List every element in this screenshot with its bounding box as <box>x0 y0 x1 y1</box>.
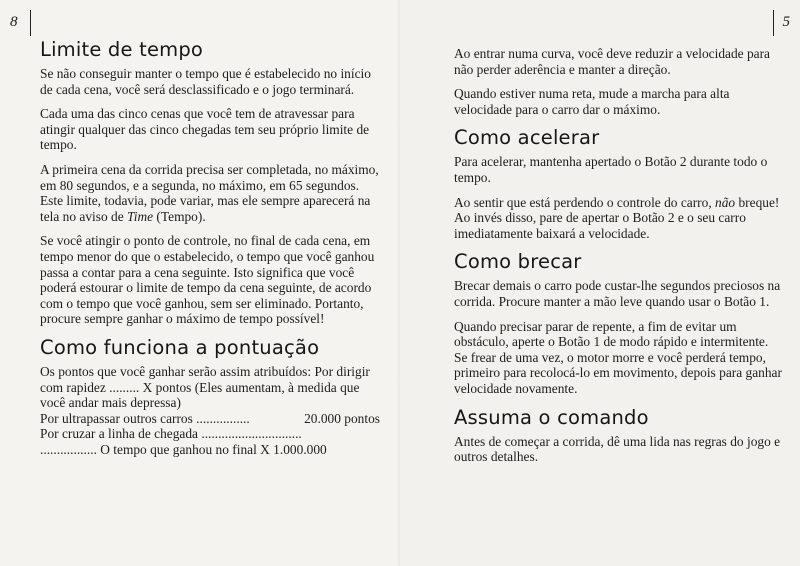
section-title: Como funciona a pontuação <box>40 335 320 359</box>
paragraph: Cada uma das cinco cenas que você tem de atravessar para atingir qualquer das cinco chegadas tem seu próprio limite de tempo. <box>40 106 370 153</box>
paragraph-text: breque! Ao invés disso, pare de apertar o Botão 2 e o seu carro imediatamente baixará a velocidade. <box>454 194 780 241</box>
section-take-command <box>454 406 784 465</box>
paragraph <box>40 162 380 224</box>
score-line <box>40 442 380 458</box>
section-title: Assuma o comando <box>454 405 649 429</box>
section-time-limit <box>40 38 380 327</box>
paragraph <box>454 195 784 242</box>
score-label: Por ultrapassar outros carros ................ <box>40 410 250 426</box>
paragraph: Quando precisar parar de repente, a fim de evitar um obstáculo, aperte o Botão 1 de modo rápido e intermitente. Se frear de uma vez, o motor morre e você perderá tempo, primeiro para recolocá-lo em movimento, depois para ganhar velocidade novamente. <box>454 318 782 396</box>
score-line <box>40 426 380 442</box>
emphasis-time: Time <box>127 208 154 224</box>
paragraph: Para acelerar, mantenha apertado o Botão 2 durante todo o tempo. <box>454 154 768 185</box>
section-title: Como acelerar <box>454 126 600 150</box>
right-page-content <box>454 46 784 474</box>
section-accelerate <box>454 126 784 241</box>
page-number: 5 <box>782 14 790 30</box>
score-label: ................. O tempo que ganhou no final X 1.000.000 <box>40 441 327 457</box>
left-page-content <box>40 38 380 461</box>
paragraph: Brecar demais o carro pode custar-lhe segundos preciosos na corrida. Procure manter a mão leve quando usar o Botão 1. <box>454 278 781 309</box>
section-title: Como brecar <box>454 250 582 274</box>
page-number-rule <box>773 10 774 36</box>
paragraph-suffix: (Tempo). <box>153 208 206 224</box>
paragraph: Se você atingir o ponto de controle, no final de cada cena, em tempo menor do que o estabelecido, o tempo que você ganhou passa a contar para a cena seguinte. Isto significa que você poderá estourar o limite de tempo da cena seguinte, de acordo com o tempo que você ganhou, sem ser eliminado. Portanto, procure sempre ganhar o máximo de tempo possível! <box>40 233 375 327</box>
scoring-intro: Os pontos que você ganhar serão assim atribuídos: Por dirigir com rapidez ......... X pontos (Eles aumentam, à medida que você andar mais depressa) <box>40 363 370 411</box>
paragraph: Quando estiver numa reta, mude a marcha para alta velocidade para o carro dar o máximo. <box>454 86 730 117</box>
right-page <box>400 0 800 566</box>
section-scoring <box>40 336 380 458</box>
section-title: Limite de tempo <box>40 38 204 61</box>
emphasis-nao: não <box>715 194 736 210</box>
score-lines <box>40 364 380 458</box>
score-label: Por cruzar a linha de chegada .............................. <box>40 426 302 442</box>
score-line <box>40 411 380 427</box>
page-number-rule <box>30 10 31 36</box>
paragraph: Antes de começar a corrida, dê uma lida nas regras do jogo e outros detalhes. <box>454 433 781 465</box>
score-value: 20.000 pontos <box>304 410 380 426</box>
paragraph-text: Ao sentir que está perdendo o controle do carro, <box>454 194 716 210</box>
paragraph-text: A primeira cena da corrida precisa ser completada, no máximo, em 80 segundos, e a segunda, no máximo, em 65 segundos. Este limite, todavia, pode variar, mas ele sempre aparecerá na tela no aviso de <box>40 161 379 224</box>
paragraph: Se não conseguir manter o tempo que é estabelecido no início de cada cena, você será desclassificado e o jogo terminará. <box>40 66 371 97</box>
paragraph: Ao entrar numa curva, você deve reduzir a velocidade para não perder aderência e manter a direção. <box>454 46 771 77</box>
section-brake <box>454 250 784 396</box>
page-number: 8 <box>10 14 18 30</box>
